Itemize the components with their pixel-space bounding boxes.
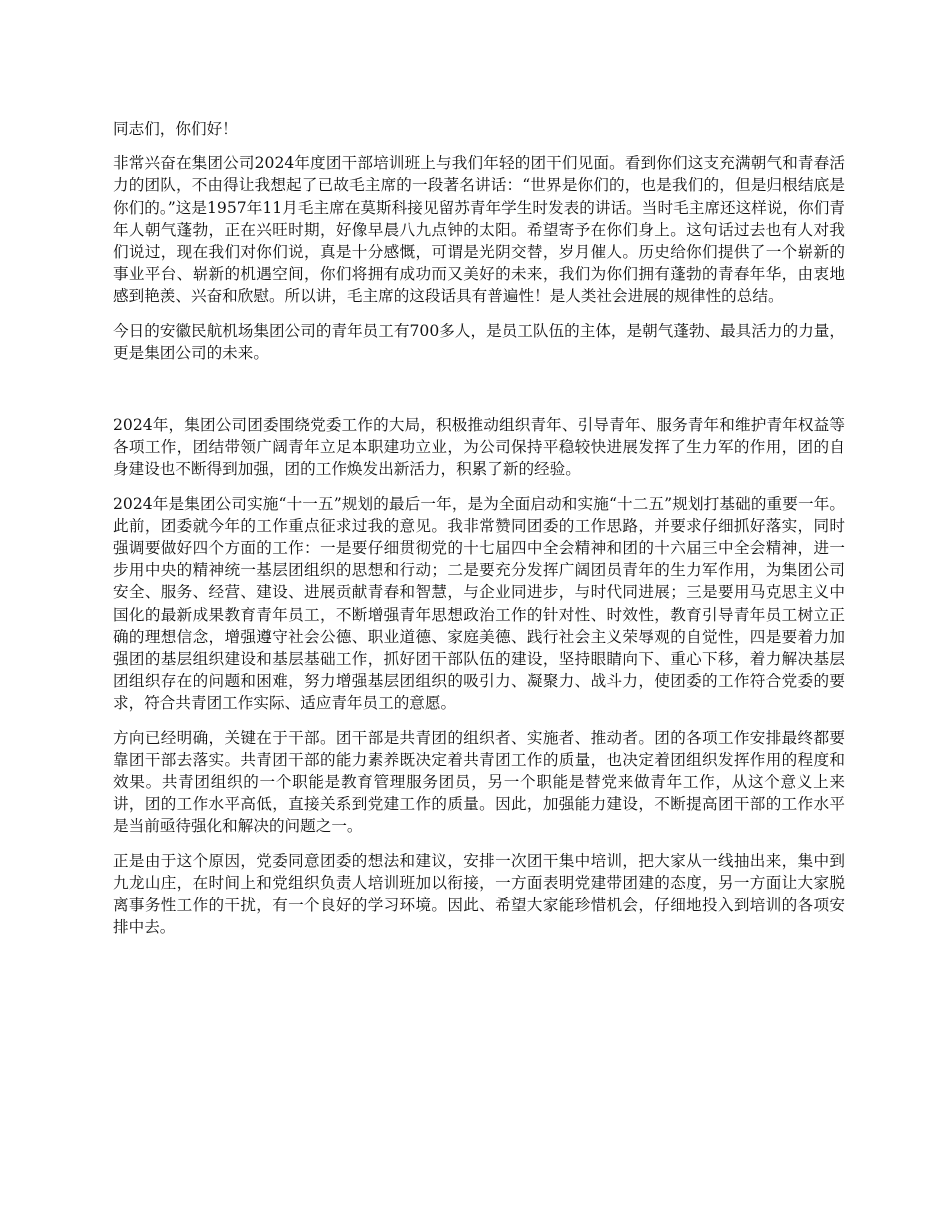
document-body bbox=[113, 118, 845, 951]
greeting: 同志们，你们好！ bbox=[113, 120, 238, 138]
paragraph-2024-work: 2024年，集团公司团委围绕党委工作的大局，积极推动组织青年、引导青年、服务青年和维护青年权益等各项工作，团结带领广阔青年立足本职建功立业，为公司保持平稳较快进展发挥了生力军的作用，团的自身建设也不断得到加强，团的工作焕发出新活力，积累了新的经验。 bbox=[113, 416, 845, 479]
paragraph-training: 正是由于这个原因，党委同意团委的想法和建议，安排一次团干集中培训，把大家从一线抽出来，集中到九龙山庄，在时间上和党组织负责人培训班加以衔接，一方面表明党建带团建的态度，另一方面让大家脱离事务性工作的干扰，有一个良好的学习环境。因此、希望大家能珍惜机会，仔细地投入到培训的各项安排中去。 bbox=[113, 851, 845, 937]
paragraph-four-tasks: 2024年是集团公司实施“十一五”规划的最后一年，是为全面启动和实施“十二五”规划打基础的重要一年。此前，团委就今年的工作重点征求过我的意见。我非常赞同团委的工作思路，并要求仔细抓好落实，同时强调要做好四个方面的工作：一是要仔细贯彻党的十七届四中全会精神和团的十六届三中全会精神，进一步用中央的精神统一基层团组织的思想和行动；二是要充分发挥广阔团员青年的生力军作用，为集团公司安全、服务、经营、建设、进展贡献青春和智慧，与企业同进步，与时代同进展；三是要用马克思主义中国化的最新成果教育青年员工，不断增强青年思想政治工作的针对性、时效性，教育引导青年员工树立正确的理想信念，增强遵守社会公德、职业道德、家庭美德、践行社会主义荣辱观的自觉性，四是要着力加强团的基层组织建设和基层基础工作，抓好团干部队伍的建设，坚持眼睛向下、重心下移，着力解决基层团组织存在的问题和困难，努力增强基层团组织的吸引力、凝聚力、战斗力，使团委的工作符合党委的要求，符合共青团工作实际、适应青年员工的意愿。 bbox=[113, 494, 845, 713]
paragraph-cadres: 方向已经明确，关键在于干部。团干部是共青团的组织者、实施者、推动者。团的各项工作安排最终都要靠团干部去落实。共青团干部的能力素养既决定着共青团工作的质量，也决定着团组织发挥作用的程度和效果。共青团组织的一个职能是教育管理服务团员，另一个职能是替党来做青年工作，从这个意义上来讲，团的工作水平高低，直接关系到党建工作的质量。因此，加强能力建设，不断提高团干部的工作水平是当前亟待强化和解决的问题之一。 bbox=[113, 728, 845, 836]
paragraph-opening: 非常兴奋在集团公司2024年度团干部培训班上与我们年轻的团干们见面。看到你们这支充满朝气和青春活力的团队，不由得让我想起了已故毛主席的一段著名讲话：“世界是你们的，也是我们的，但是归根结底是你们的。”这是1957年11月毛主席在莫斯科接见留苏青年学生时发表的讲话。当时毛主席还这样说，你们青年人朝气蓬勃，正在兴旺时期，好像早晨八九点钟的太阳。希望寄予在你们身上。这句话过去也有人对我们说过，现在我们对你们说，真是十分感慨，可谓是光阴交替，岁月催人。历史给你们提供了一个崭新的事业平台、崭新的机遇空间，你们将拥有成功而又美好的未来，我们为你们拥有蓬勃的青春年华，由衷地感到艳羡、兴奋和欣慰。所以讲，毛主席的这段话具有普遍性！是人类社会进展的规律性的总结。 bbox=[113, 154, 845, 306]
paragraph-young-staff: 今日的安徽民航机场集团公司的青年员工有700多人，是员工队伍的主体，是朝气蓬勃、最具活力的力量，更是集团公司的未来。 bbox=[113, 321, 845, 362]
